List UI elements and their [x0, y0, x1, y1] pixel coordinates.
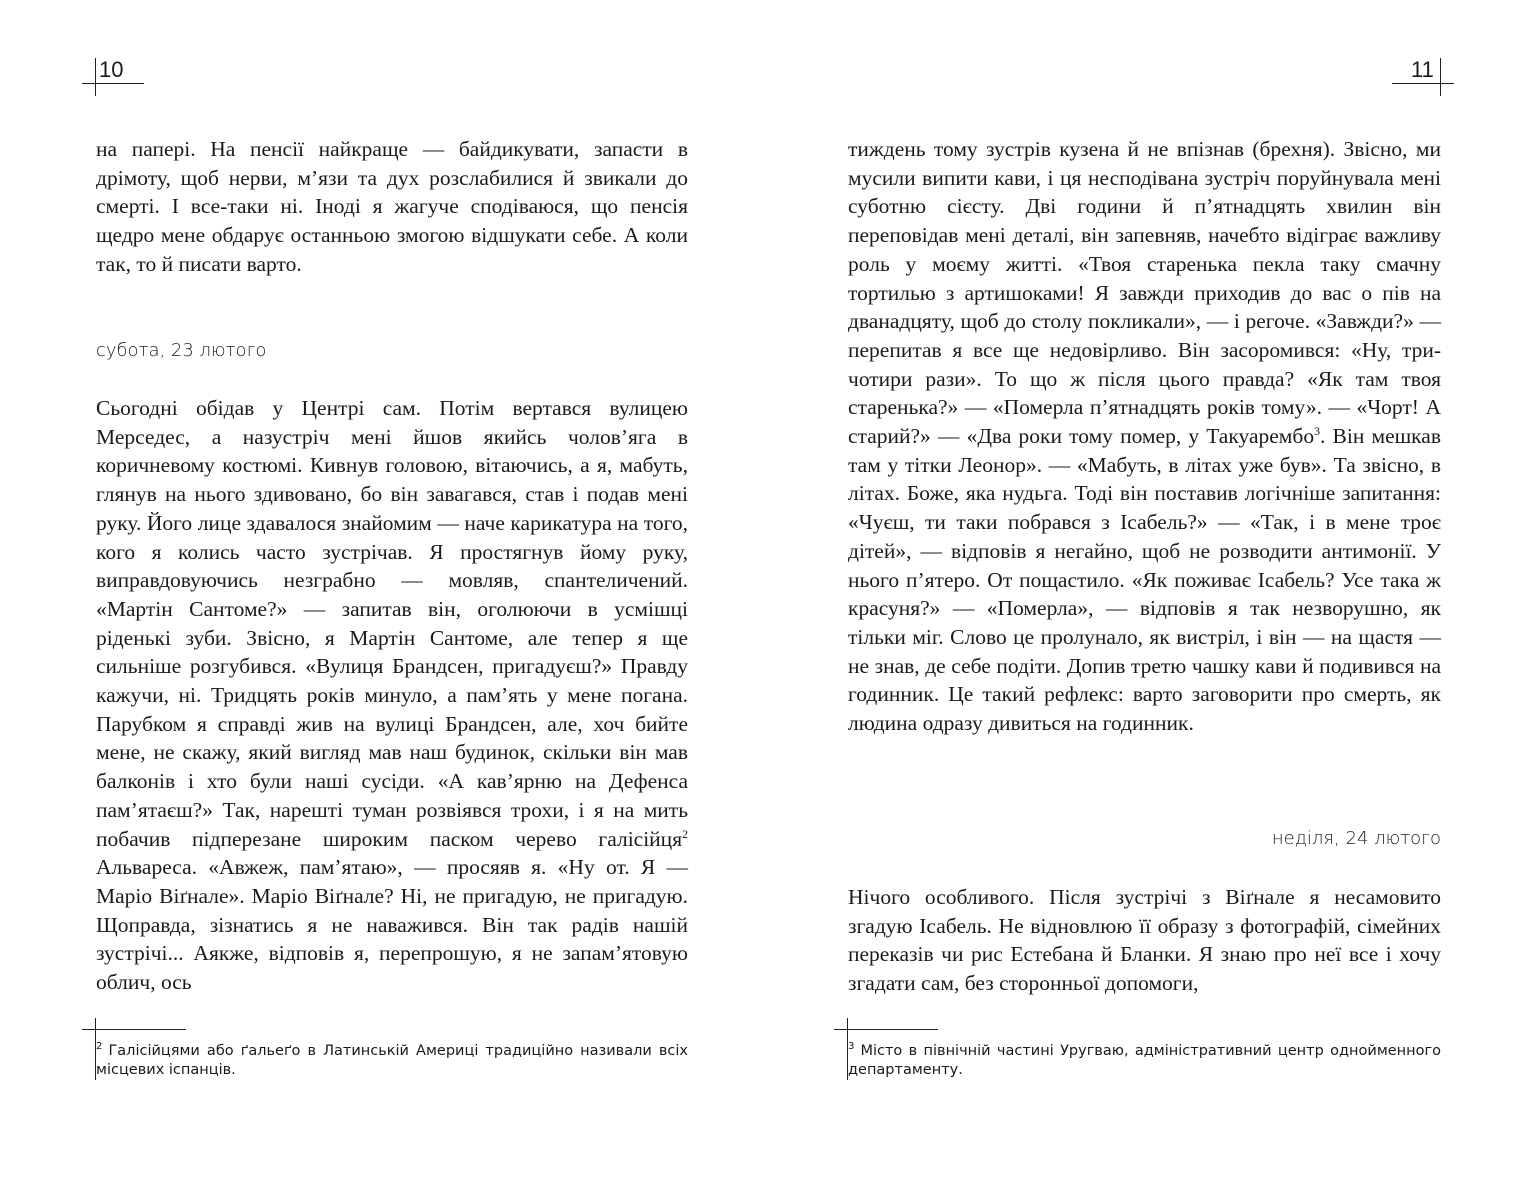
entry-date: неділя, 24 лютого — [1271, 828, 1441, 849]
entry-date: субота, 23 лютого — [96, 340, 267, 361]
footnote-number: 3 — [848, 1041, 855, 1053]
footnote-number: 2 — [96, 1041, 103, 1053]
footnote-text: Галісійцями або ґальеґо в Латинській Америці традиційно називали всіх місцевих іспанців. — [96, 1043, 688, 1078]
paragraph — [96, 394, 688, 997]
footnote-text: Місто в північній частині Уругваю, адміністративний центр однойменного департаменту. — [848, 1043, 1441, 1078]
footnote — [96, 1042, 688, 1080]
paragraph — [848, 883, 1441, 998]
paragraph-text: Альвареса. «Авжеж, пам’ятаю», — просяяв я. «Ну от. Я — Маріо Віґнале». Маріо Віґнале? Ні, не пригадую, не пригадую. Щоправда, зізнатись я не наважився. Він так радів нашій зустрічі... Аякже, відповів я, перепрошую, я не запам’ятовую облич, ось — [96, 855, 688, 995]
paragraph — [96, 135, 688, 279]
paragraph-text: Нічого особливого. Після зустрічі з Віґнале я несамовито згадую Ісабель. Не відновлюю її образу з фотографій, сімейних переказів чи рис Естебана й Бланки. Я знаю про неї все і хочу згадати сам, без сторонньої допомоги, — [848, 885, 1441, 996]
footnote — [848, 1042, 1441, 1080]
page-number: 11 — [1411, 57, 1434, 82]
paragraph-text: на папері. На пенсії найкраще — байдикувати, запасти в дрімоту, щоб нерви, м’язи та дух розслабилися й звикали до смерті. І все-таки ні. Іноді я жагуче сподіваюся, що пенсія щедро мене обдарує останньою змогою відшукати себе. А коли так, то й писати варто. — [96, 137, 688, 276]
footnote-rule — [834, 1029, 938, 1030]
right-page — [768, 0, 1536, 1182]
header-tick — [95, 58, 96, 96]
footnote-reference[interactable]: 3 — [1314, 423, 1320, 438]
paragraph-text: . Він мешкав там у тітки Леонор». — «Мабуть, в літах уже був». Та звісно, в літах. Боже, яка нудьга. Тоді він поставив логічніше запитання: «Чуєш, ти таки побрався з Ісабель?» — «Так, і в мене троє дітей», — відповів я негайно, щоб не розводити антимонії. У нього п’ятеро. От пощастило. «Як поживає Ісабель? Усе така ж красуня?» — «Померла», — відповів я так незворушно, як тільки міг. Слово це пролунало, як вистріл, і він — на щастя — не знав, де себе подіти. Допив третю чашку кави й подивився на годинник. Це такий рефлекс: варто заговорити про смерть, як людина одразу дивиться на годинник. — [848, 424, 1441, 736]
paragraph-text: тиждень тому зустрів кузена й не впізнав (брехня). Звісно, ми мусили випити кави, і ця несподівана зустріч поруйнувала мені суботню сієсту. Дві години й п’ятнадцять хвилин він переповідав мені деталі, він запевняв, начебто відіграє важливу роль у моєму житті. «Твоя старенька пекла таку смачну тортилью з артишоками! Я завжди приходив до вас о пів на дванадцяту, щоб до столу покликали», — і регоче. «Завжди?» — перепитав я все ще недовірливо. Він засоромився: «Ну, три-чотири рази». То що ж після цього правда? «Як там твоя старенька?» — «Померла п’ятнадцять років тому». — «Чорт! А старий?» — «Два роки тому помер, у Такуарембо — [848, 137, 1441, 449]
footnote-rule — [82, 1029, 186, 1030]
paragraph-text: Сьогодні обідав у Центрі сам. Потім вертався вулицею Мерседес, а назустріч мені йшов якийсь чолов’яга в коричневому костюмі. Кивнув головою, вітаючись, а я, мабуть, глянув на нього здивовано, бо він завагався, став і подав мені руку. Його лице здавалося знайомим — наче карикатура на того, кого я колись часто зустрічав. Я простягнув йому руку, виправдовуючись незграбно — мовляв, спантеличений. «Мартін Сантоме?» — запитав він, оголюючи в усмішці ріденькі зуби. Звісно, я Мартін Сантоме, але тепер я ще сильніше розгубився. «Вулиця Брандсен, пригадуєш?» Правду кажучи, ні. Тридцять років минуло, а пам’ять у мене погана. Парубком я справді жив на вулиці Брандсен, але, хоч бийте мене, не скажу, який вигляд мав наш будинок, скільки він мав балконів і хто були наші сусіди. «А кав’ярню на Дефенса пам’ятаєш?» Так, нарешті туман розвіявся трохи, і я на мить побачив підперезане широким паском черево галісійця — [96, 396, 688, 851]
paragraph — [848, 135, 1441, 738]
header-tick — [1440, 58, 1441, 96]
footnote-reference[interactable]: 2 — [682, 826, 688, 841]
page-number: 10 — [99, 57, 124, 82]
